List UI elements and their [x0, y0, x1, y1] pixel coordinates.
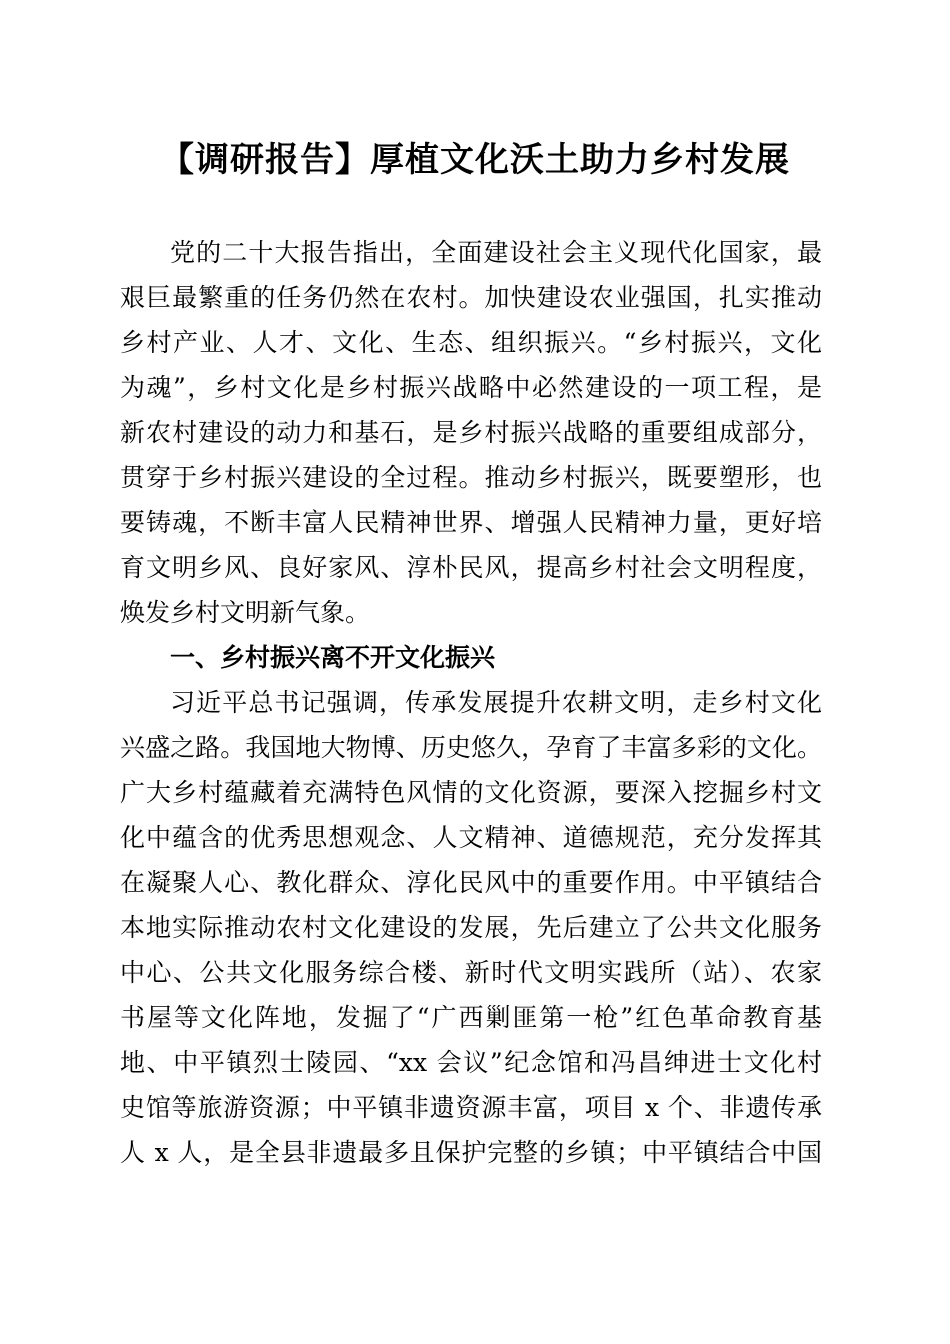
paragraph-2-line-8: 书屋等文化阵地，发掘了“广西剿匪第一枪”红色革命教育基: [120, 1003, 822, 1032]
paragraph-2-line-1: 习近平总书记强调，传承发展提升农耕文明，走乡村文化: [170, 688, 822, 717]
document-title: 【调研报告】厚植文化沃土助力乡村发展: [160, 140, 790, 180]
paragraph-1-line-3: 乡村产业、人才、文化、生态、组织振兴。“乡村振兴，文化: [120, 328, 822, 357]
paragraph-2-line-2: 兴盛之路。我国地大物博、历史悠久，孕育了丰富多彩的文化。: [120, 733, 822, 762]
paragraph-2-line-11: 人 x 人，是全县非遗最多且保护完整的乡镇；中平镇结合中国: [120, 1138, 822, 1167]
paragraph-1-line-4: 为魂”，乡村文化是乡村振兴战略中必然建设的一项工程，是: [120, 373, 822, 402]
paragraph-2-line-6: 本地实际推动农村文化建设的发展，先后建立了公共文化服务: [120, 913, 822, 942]
paragraph-1-line-8: 育文明乡风、良好家风、淳朴民风，提高乡村社会文明程度，: [120, 553, 822, 582]
paragraph-2-line-7: 中心、公共文化服务综合楼、新时代文明实践所（站）、农家: [120, 958, 822, 987]
paragraph-1-line-5: 新农村建设的动力和基石，是乡村振兴战略的重要组成部分，: [120, 418, 822, 447]
paragraph-1-line-2: 艰巨最繁重的任务仍然在农村。加快建设农业强国，扎实推动: [120, 283, 822, 312]
paragraph-2-line-4: 化中蕴含的优秀思想观念、人文精神、道德规范，充分发挥其: [120, 823, 822, 852]
paragraph-1-line-1: 党的二十大报告指出，全面建设社会主义现代化国家，最: [170, 238, 822, 267]
paragraph-2-line-9: 地、中平镇烈士陵园、“xx 会议”纪念馆和冯昌绅进士文化村: [120, 1048, 822, 1077]
paragraph-1-line-7: 要铸魂，不断丰富人民精神世界、增强人民精神力量，更好培: [120, 508, 822, 537]
paragraph-2-line-5: 在凝聚人心、教化群众、淳化民风中的重要作用。中平镇结合: [120, 868, 822, 897]
paragraph-2-line-10: 史馆等旅游资源；中平镇非遗资源丰富，项目 x 个、非遗传承: [120, 1093, 822, 1122]
paragraph-1-line-9: 焕发乡村文明新气象。: [120, 598, 371, 627]
section-heading-1: 一、乡村振兴离不开文化振兴: [170, 643, 496, 672]
paragraph-1-line-6: 贯穿于乡村振兴建设的全过程。推动乡村振兴，既要塑形，也: [120, 463, 822, 492]
paragraph-2-line-3: 广大乡村蕴藏着充满特色风情的文化资源，要深入挖掘乡村文: [120, 778, 822, 807]
